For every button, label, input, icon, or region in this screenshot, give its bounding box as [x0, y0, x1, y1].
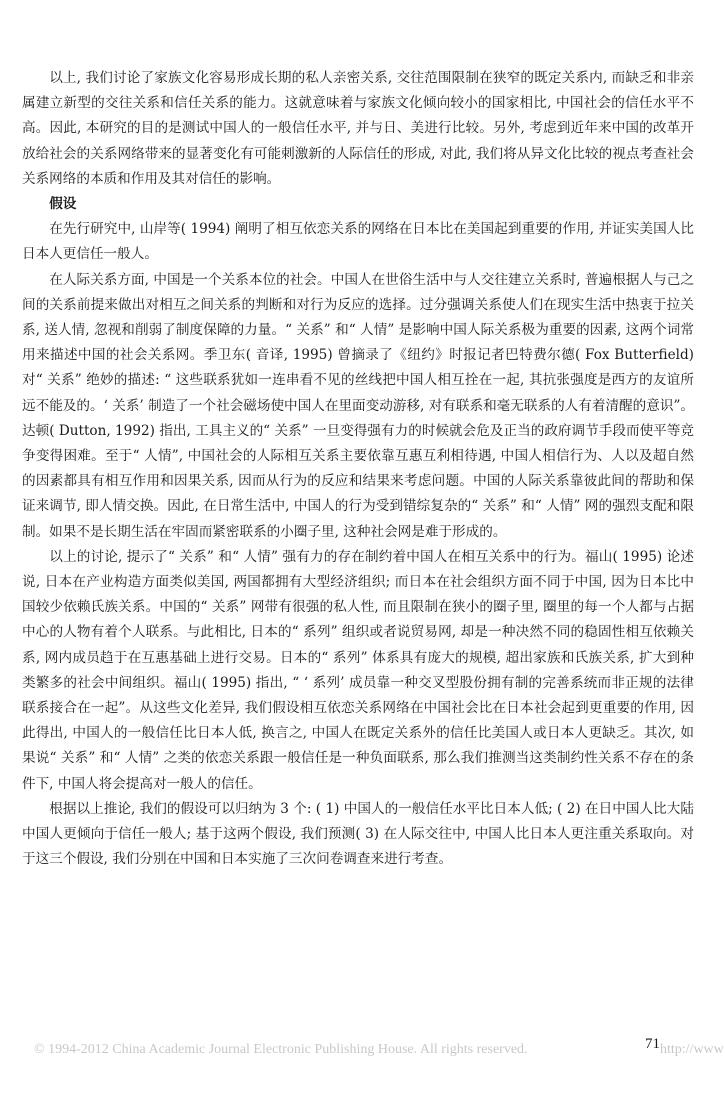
section-heading: 假设 [49, 196, 77, 213]
paragraph-intro: 以上, 我们讨论了家族文化容易形成长期的私人亲密关系, 交往范围限制在狭窄的既定关系内, 而缺乏和非亲属建立新型的交往关系和信任关系的能力。这就意味着与家族文化倾向较小的国家相比, 中国社会的信任水平不高。因此, 本研究的目的是测试中国人的一般信任水平, 并与日、美进行比较。另外, 考虑到近年来中国的改革开放给社会的关系网络带来的显著变化有可能刺激新的人际信任的形成, 对此, 我们将从异文化比较的视点考查社会关系网络的本质和作用及其对信任的影响。 [22, 70, 694, 187]
paragraph-hypotheses: 根据以上推论, 我们的假设可以归纳为 3 个: ( 1) 中国人的一般信任水平比日本人低; ( 2) 在日中国人比大陆中国人更倾向于信任一般人; 基于这两个假设, 我们预测( 3) 在人际交往中, 中国人比日本人更注重关系取向。对于这三个假设, 我们分别在中国和日本实施了三次问卷调查来进行考查。 [22, 800, 694, 868]
paragraph-guanxi: 在人际关系方面, 中国是一个关系本位的社会。中国人在世俗生活中与人交往建立关系时, 普遍根据人与己之间的关系前提来做出对相互之间关系的判断和对行为反应的选择。过分强调关系使人们在现实生活中热衷于拉关系, 送人情, 忽视和削弱了制度保障的力量。“ 关系” 和“ 人情” 是影响中国人际关系极为重要的因素, 这两个词常用来描述中国的社会关系网。季卫东( 音译, 1995) 曾摘录了《纽约》时报记者巴特费尔德( Fox Butterfield) 对“ 关系” 绝妙的描述: “ 这些联系犹如一连串看不见的丝线把中国人相互拴在一起, 其抗张强度是西方的友谊所远不能及的。‘ 关系’ 制造了一个社会磁场使中国人在里面变动游移, 对有联系和毫无联系的人有着清醒的意识”。达顿( Dutton, 1992) 指出, 工具主义的“ 关系” 一旦变得强有力的时候就会危及正当的政府调节手段而使平等竞争变得困难。至于“ 人情”, 中国社会的人际相互关系主要依靠互惠互利相待遇, 中国人相信行为、人以及超自然的因素都具有相互作用和因果关系, 因而从行为的反应和结果来考虑问题。中国的人际关系靠彼此间的帮助和保证来调节, 即人情交换。因此, 在日常生活中, 中国人的行为受到错综复杂的“ 关系” 和“ 人情” 网的强烈支配和限制。如果不是长期生活在牢固而紧密联系的小圈子里, 这种社会网是难于形成的。 [22, 271, 694, 540]
paragraph-prior-research: 在先行研究中, 山岸等( 1994) 阐明了相互依恋关系的网络在日本比在美国起到重要的作用, 并证实美国人比日本人更信任一般人。 [22, 221, 694, 263]
footer-url[interactable]: http://www [660, 1042, 724, 1057]
paragraph-fukuyama: 以上的讨论, 提示了“ 关系” 和“ 人情” 强有力的存在制约着中国人在相互关系中的行为。福山( 1995) 论述说, 日本在产业构造方面类似美国, 两国都拥有大型经济组织; 而日本在社会组织方面不同于中国, 因为日本比中国较少依赖氏族关系。中国的“ 关系” 网带有很强的私人性, 而且限制在狭小的圈子里, 圈里的每一个人都与占据中心的人物有着个人联系。与此相比, 日本的“ 系列” 组织或者说贸易网, 却是一种决然不同的稳固性相互依赖关系, 网内成员趋于在互惠基础上进行交易。日本的“ 系列” 体系具有庞大的规模, 超出家族和氏族关系, 扩大到种类繁多的社会中间组织。福山( 1995) 指出, “ ‘ 系列’ 成员靠一种交叉型股份拥有制的完善系统而非正规的法律联系接合在一起”。从这些文化差异, 我们假设相互依恋关系网络在中国社会比在日本社会起到更重要的作用, 因此得出, 中国人的一般信任比日本人低, 换言之, 中国人在既定关系外的信任比美国人或日本人更缺乏。其次, 如果说“ 关系” 和“ 人情” 之类的依恋关系跟一般信任是一种负面联系, 那么我们推测当这类制约性关系不存在的条件下, 中国人将会提高对一般人的信任。 [22, 548, 694, 792]
article-body [22, 66, 694, 873]
page-number: 71 [645, 1036, 660, 1052]
copyright-footer: © 1994-2012 China Academic Journal Electronic Publishing House. All rights reserved. [34, 1042, 528, 1057]
